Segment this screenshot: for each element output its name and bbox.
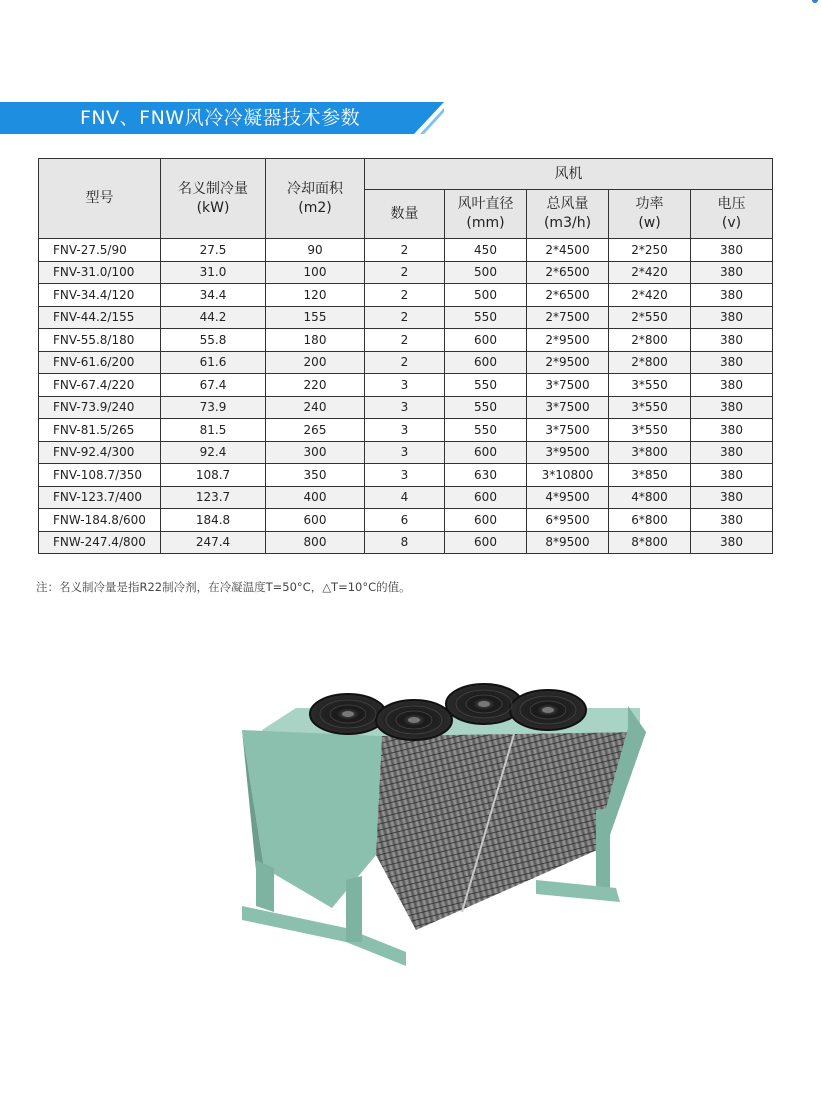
value-cell: 61.6 bbox=[161, 351, 266, 374]
value-cell: 3 bbox=[365, 464, 445, 487]
value-cell: 550 bbox=[445, 419, 527, 442]
value-cell: 2*800 bbox=[609, 329, 691, 352]
value-cell: 600 bbox=[445, 531, 527, 554]
table-row bbox=[39, 531, 773, 554]
value-cell: 380 bbox=[691, 419, 773, 442]
table-row bbox=[39, 396, 773, 419]
value-cell: 4*800 bbox=[609, 486, 691, 509]
value-cell: 67.4 bbox=[161, 374, 266, 397]
value-cell: 108.7 bbox=[161, 464, 266, 487]
value-cell: 3 bbox=[365, 374, 445, 397]
value-cell: 3*800 bbox=[609, 441, 691, 464]
header-airflow: 总风量 (m3/h) bbox=[527, 190, 609, 239]
header-area: 冷却面积 (m2) bbox=[266, 159, 365, 239]
title-banner bbox=[0, 102, 444, 134]
value-cell: 550 bbox=[445, 306, 527, 329]
value-cell: 6*800 bbox=[609, 509, 691, 532]
table-row bbox=[39, 306, 773, 329]
value-cell: 2 bbox=[365, 329, 445, 352]
value-cell: 120 bbox=[266, 284, 365, 307]
table-row bbox=[39, 441, 773, 464]
value-cell: 400 bbox=[266, 486, 365, 509]
value-cell: 550 bbox=[445, 374, 527, 397]
value-cell: 6*9500 bbox=[527, 509, 609, 532]
value-cell: 2 bbox=[365, 351, 445, 374]
value-cell: 2*420 bbox=[609, 261, 691, 284]
value-cell: 180 bbox=[266, 329, 365, 352]
value-cell: 4*9500 bbox=[527, 486, 609, 509]
value-cell: 90 bbox=[266, 239, 365, 262]
value-cell: 380 bbox=[691, 486, 773, 509]
value-cell: 380 bbox=[691, 261, 773, 284]
value-cell: 2*800 bbox=[609, 351, 691, 374]
value-cell: 3 bbox=[365, 419, 445, 442]
value-cell: 380 bbox=[691, 351, 773, 374]
value-cell: 2*7500 bbox=[527, 306, 609, 329]
value-cell: 3 bbox=[365, 396, 445, 419]
value-cell: 380 bbox=[691, 284, 773, 307]
value-cell: 600 bbox=[445, 509, 527, 532]
header-voltage: 电压 (v) bbox=[691, 190, 773, 239]
spec-table-body bbox=[39, 239, 773, 554]
model-cell: FNV-81.5/265 bbox=[39, 419, 161, 442]
spec-table bbox=[38, 158, 773, 554]
value-cell: 3*550 bbox=[609, 374, 691, 397]
value-cell: 123.7 bbox=[161, 486, 266, 509]
value-cell: 3*850 bbox=[609, 464, 691, 487]
value-cell: 3*550 bbox=[609, 419, 691, 442]
value-cell: 2*9500 bbox=[527, 351, 609, 374]
value-cell: 31.0 bbox=[161, 261, 266, 284]
header-qty: 数量 bbox=[365, 190, 445, 239]
value-cell: 73.9 bbox=[161, 396, 266, 419]
table-row bbox=[39, 509, 773, 532]
value-cell: 2*4500 bbox=[527, 239, 609, 262]
value-cell: 3*7500 bbox=[527, 419, 609, 442]
value-cell: 27.5 bbox=[161, 239, 266, 262]
table-row bbox=[39, 329, 773, 352]
value-cell: 2*9500 bbox=[527, 329, 609, 352]
value-cell: 600 bbox=[445, 486, 527, 509]
value-cell: 3*550 bbox=[609, 396, 691, 419]
value-cell: 240 bbox=[266, 396, 365, 419]
model-cell: FNV-55.8/180 bbox=[39, 329, 161, 352]
value-cell: 2 bbox=[365, 306, 445, 329]
model-cell: FNV-27.5/90 bbox=[39, 239, 161, 262]
table-row bbox=[39, 486, 773, 509]
value-cell: 630 bbox=[445, 464, 527, 487]
table-row bbox=[39, 239, 773, 262]
header-diameter: 风叶直径 (mm) bbox=[445, 190, 527, 239]
value-cell: 3*7500 bbox=[527, 396, 609, 419]
value-cell: 2 bbox=[365, 261, 445, 284]
table-row bbox=[39, 419, 773, 442]
value-cell: 2*420 bbox=[609, 284, 691, 307]
model-cell: FNV-92.4/300 bbox=[39, 441, 161, 464]
value-cell: 2*550 bbox=[609, 306, 691, 329]
table-row bbox=[39, 351, 773, 374]
value-cell: 380 bbox=[691, 509, 773, 532]
value-cell: 2 bbox=[365, 239, 445, 262]
value-cell: 100 bbox=[266, 261, 365, 284]
value-cell: 500 bbox=[445, 284, 527, 307]
model-cell: FNV-67.4/220 bbox=[39, 374, 161, 397]
value-cell: 3*9500 bbox=[527, 441, 609, 464]
value-cell: 600 bbox=[445, 351, 527, 374]
value-cell: 380 bbox=[691, 531, 773, 554]
value-cell: 34.4 bbox=[161, 284, 266, 307]
condenser-unit-illustration bbox=[236, 680, 656, 980]
value-cell: 600 bbox=[445, 329, 527, 352]
value-cell: 380 bbox=[691, 329, 773, 352]
value-cell: 220 bbox=[266, 374, 365, 397]
value-cell: 155 bbox=[266, 306, 365, 329]
value-cell: 8*9500 bbox=[527, 531, 609, 554]
value-cell: 450 bbox=[445, 239, 527, 262]
table-row bbox=[39, 374, 773, 397]
value-cell: 380 bbox=[691, 441, 773, 464]
value-cell: 184.8 bbox=[161, 509, 266, 532]
header-power: 功率 (w) bbox=[609, 190, 691, 239]
value-cell: 380 bbox=[691, 464, 773, 487]
header-model: 型号 bbox=[39, 159, 161, 239]
value-cell: 92.4 bbox=[161, 441, 266, 464]
model-cell: FNV-31.0/100 bbox=[39, 261, 161, 284]
model-cell: FNV-108.7/350 bbox=[39, 464, 161, 487]
model-cell: FNW-247.4/800 bbox=[39, 531, 161, 554]
value-cell: 500 bbox=[445, 261, 527, 284]
value-cell: 380 bbox=[691, 396, 773, 419]
value-cell: 3*7500 bbox=[527, 374, 609, 397]
value-cell: 2*6500 bbox=[527, 284, 609, 307]
value-cell: 2*6500 bbox=[527, 261, 609, 284]
footnote: 注：名义制冷量是指R22制冷剂，在冷凝温度T=50°C，△T=10°C的值。 bbox=[36, 580, 411, 594]
model-cell: FNV-34.4/120 bbox=[39, 284, 161, 307]
value-cell: 550 bbox=[445, 396, 527, 419]
value-cell: 380 bbox=[691, 239, 773, 262]
value-cell: 2*250 bbox=[609, 239, 691, 262]
table-row bbox=[39, 284, 773, 307]
value-cell: 81.5 bbox=[161, 419, 266, 442]
model-cell: FNW-184.8/600 bbox=[39, 509, 161, 532]
header-capacity: 名义制冷量 (kW) bbox=[161, 159, 266, 239]
value-cell: 3 bbox=[365, 441, 445, 464]
value-cell: 8*800 bbox=[609, 531, 691, 554]
value-cell: 600 bbox=[445, 441, 527, 464]
value-cell: 300 bbox=[266, 441, 365, 464]
value-cell: 600 bbox=[266, 509, 365, 532]
value-cell: 8 bbox=[365, 531, 445, 554]
model-cell: FNV-123.7/400 bbox=[39, 486, 161, 509]
value-cell: 247.4 bbox=[161, 531, 266, 554]
header-fan-group: 风机 bbox=[365, 159, 773, 190]
table-row bbox=[39, 261, 773, 284]
value-cell: 265 bbox=[266, 419, 365, 442]
corner-mark bbox=[812, 0, 818, 3]
value-cell: 200 bbox=[266, 351, 365, 374]
value-cell: 55.8 bbox=[161, 329, 266, 352]
value-cell: 44.2 bbox=[161, 306, 266, 329]
value-cell: 3*10800 bbox=[527, 464, 609, 487]
page-title: FNV、FNW风冷冷凝器技术参数 bbox=[80, 107, 361, 129]
table-row bbox=[39, 464, 773, 487]
value-cell: 6 bbox=[365, 509, 445, 532]
model-cell: FNV-44.2/155 bbox=[39, 306, 161, 329]
value-cell: 4 bbox=[365, 486, 445, 509]
model-cell: FNV-73.9/240 bbox=[39, 396, 161, 419]
value-cell: 380 bbox=[691, 374, 773, 397]
value-cell: 2 bbox=[365, 284, 445, 307]
value-cell: 380 bbox=[691, 306, 773, 329]
model-cell: FNV-61.6/200 bbox=[39, 351, 161, 374]
value-cell: 350 bbox=[266, 464, 365, 487]
value-cell: 800 bbox=[266, 531, 365, 554]
